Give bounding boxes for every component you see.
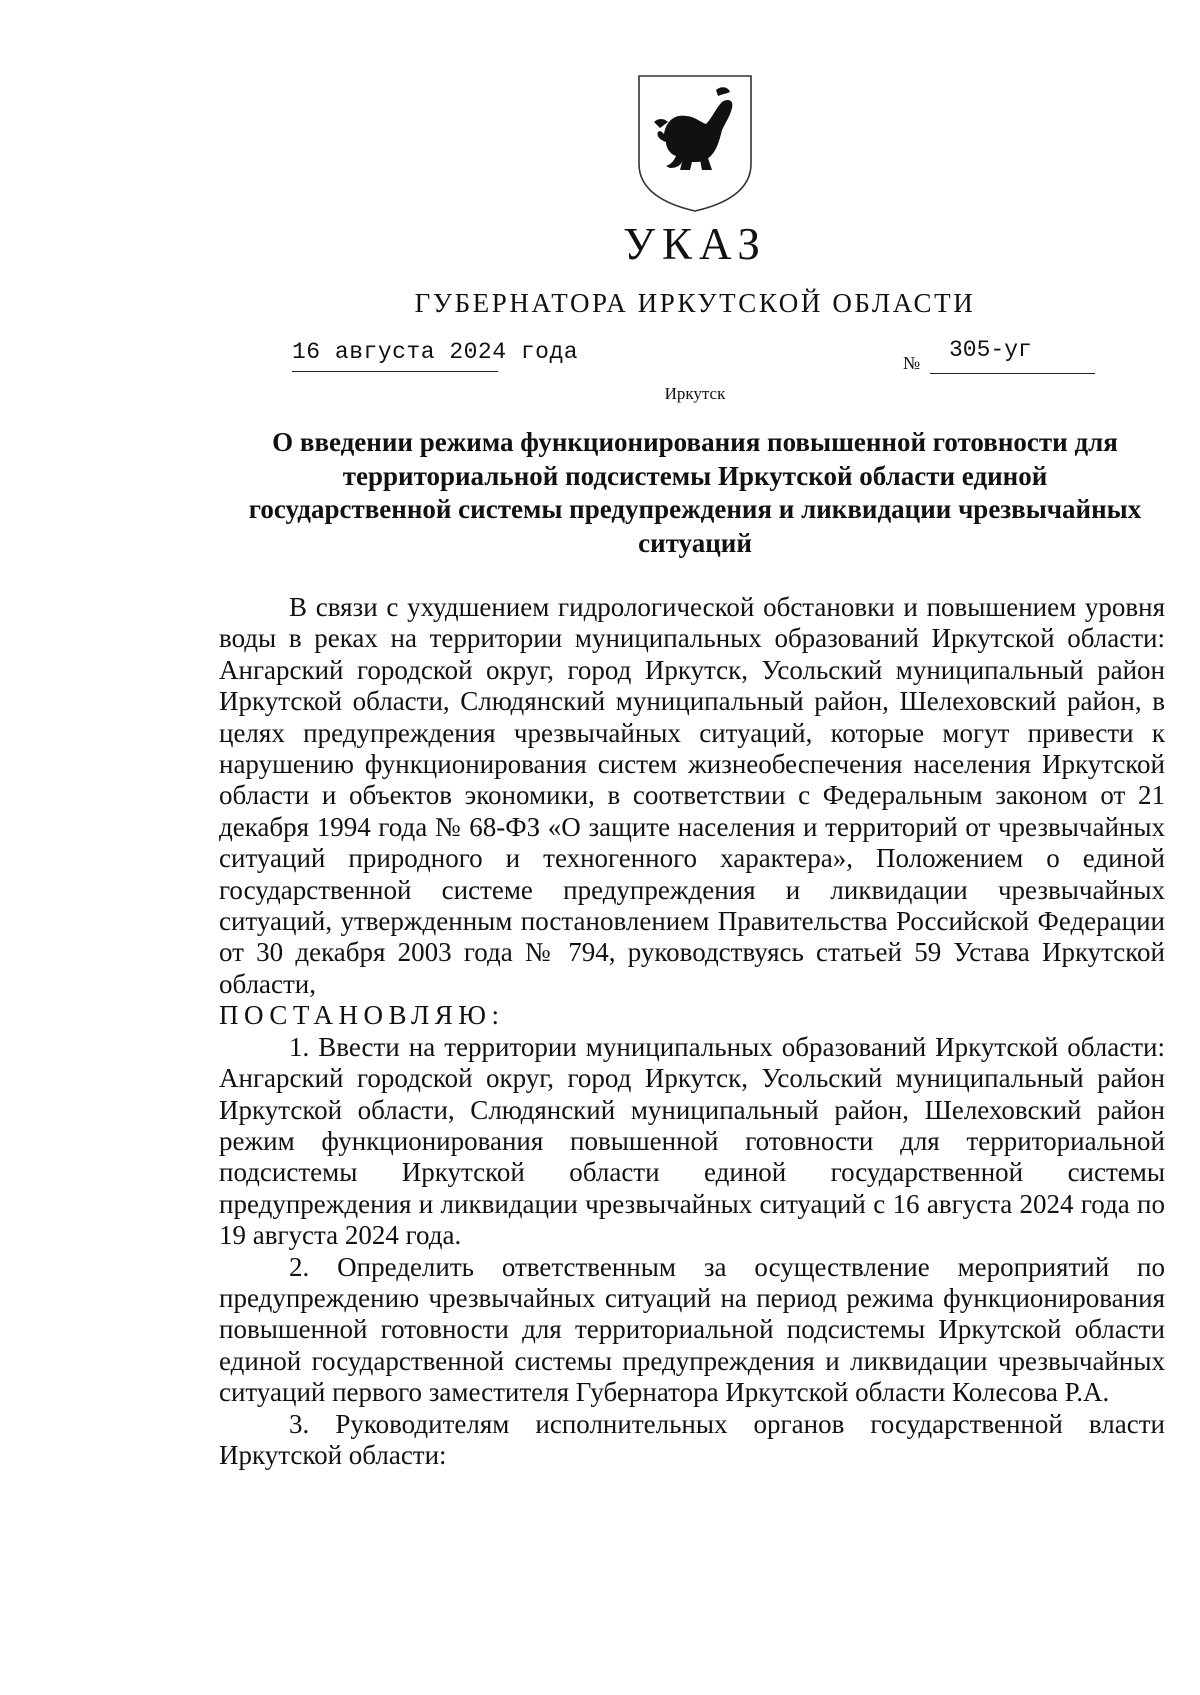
date-field	[292, 335, 579, 372]
decree-word: ПОСТАНОВЛЯЮ:	[219, 1000, 505, 1031]
city-name: Иркутск	[664, 384, 726, 403]
item-3-paragraph: 3. Руководителям исполнительных органов государственной власти Иркутской области:	[219, 1408, 1165, 1470]
document-type-heading: УКАЗ	[623, 219, 767, 269]
issuer-heading: ГУБЕРНАТОРА ИРКУТСКОЙ ОБЛАСТИ	[414, 288, 976, 318]
document-body	[219, 592, 1165, 1471]
preamble-paragraph: В связи с ухудшением гидрологической обстановки и повышением уровня воды в реках на территории муниципальных образований Иркутской области: Ангарский городской округ, город Иркутск, Усольский муниципальный район Иркутской области, Слюдянский муниципальный район, Шелеховский район, в целях предупреждения чрезвычайных ситуаций, которые могут привести к нарушению функционирования систем жизнеобеспечения населения Иркутской области и объектов экономики, в соответствии с Федеральным законом от 21 декабря 1994 года № 68-ФЗ «О защите населения и территорий от чрезвычайных ситуаций природного и техногенного характера», Положением о единой государственной системе предупреждения и ликвидации чрезвычайных ситуаций, утвержденным постановлением Правительства Российской Федерации от 30 декабря 2003 года № 794, руководствуясь статьей 59 Устава Иркутской области,	[219, 592, 1165, 999]
item-1-paragraph: 1. Ввести на территории муниципальных образований Иркутской области: Ангарский городской округ, город Иркутск, Усольский муниципальный район Иркутской области, Слюдянский муниципальный район, Шелеховский район режим функционирования повышенной готовности для территориальной подсистемы Иркутской области единой государственной системы предупреждения и ликвидации чрезвычайных ситуаций с 16 августа 2024 года по 19 августа 2024 года.	[219, 1031, 1165, 1251]
number-sign: №	[903, 353, 921, 373]
decree-date: 16 августа 2024 года	[292, 339, 579, 365]
item-2-paragraph: 2. Определить ответственным за осуществление мероприятий по предупреждению чрезвычайных ситуаций на период режима функционирования повышенной готовности для территориальной подсистемы Иркутской области единой государственной системы предупреждения и ликвидации чрезвычайных ситуаций первого заместителя Губернатора Иркутской области Колесова Р.А.	[219, 1251, 1165, 1408]
coat-of-arms-icon	[636, 72, 754, 214]
decree-number: 305-уг	[949, 337, 1032, 363]
number-field	[930, 333, 1095, 374]
document-title: О введении режима функционирования повышенной готовности для территориальной подсистемы Иркутской области единой государственной системы предупреждения и ликвидации чрезвычайных ситуаций	[248, 427, 1142, 558]
